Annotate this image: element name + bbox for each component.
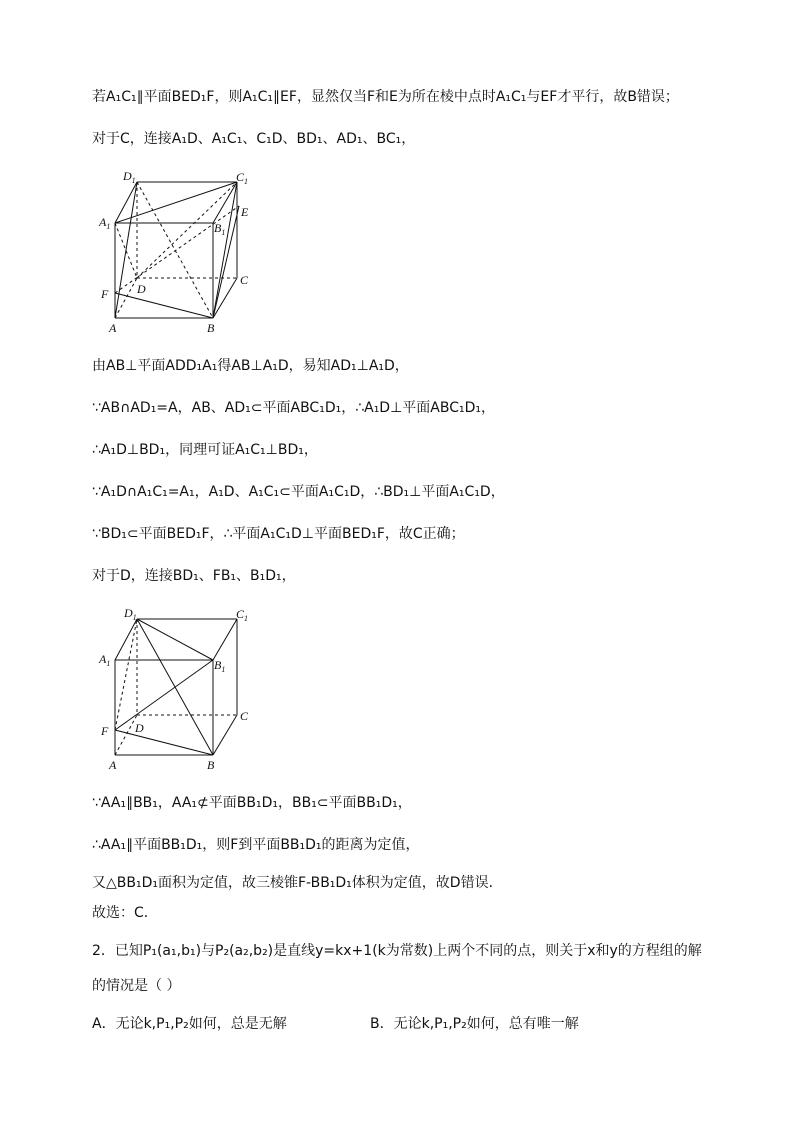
text-line-5: ∴A₁D⊥BD₁，同理可证A₁C₁⊥BD₁， <box>92 442 318 458</box>
label-D: D <box>137 282 146 296</box>
label-B1: $B_1$ <box>214 658 226 674</box>
cube-figure-1 <box>95 168 275 338</box>
text-line-2: 对于C，连接A₁D、A₁C₁、C₁D、BD₁、AD₁、BC₁， <box>92 131 416 147</box>
text-line-6: ∵A₁D∩A₁C₁=A₁，A₁D、A₁C₁⊂平面A₁C₁D，∴BD₁⊥平面A₁C₁D， <box>92 484 505 500</box>
text-line-1: 若A₁C₁∥平面BED₁F，则A₁C₁∥EF，显然仅当F和E为所在棱中点时A₁C₁与EF才平行，故B错误； <box>92 89 679 105</box>
label-D: D <box>135 721 144 735</box>
text-line-10: ∴AA₁∥平面BB₁D₁，则F到平面BB₁D₁的距离为定值， <box>92 837 420 853</box>
label-E: E <box>241 205 249 219</box>
cube-figure-2 <box>95 605 275 775</box>
question-2-stem: 2．已知P₁(a₁,b₁)与P₂(a₂,b₂)是直线y=kx+1(k为常数)上两个不同的点，则关于x和y的方程组的解 <box>92 943 702 959</box>
label-C: C <box>240 709 249 723</box>
text-line-7: ∵BD₁⊂平面BED₁F，∴平面A₁C₁D⊥平面BED₁F，故C正确； <box>92 526 465 542</box>
text-line-11: 又△BB₁D₁面积为定值，故三棱锥F-BB₁D₁体积为定值，故D错误． <box>92 875 503 891</box>
text-line-4: ∵AB∩AD₁=A，AB、AD₁⊂平面ABC₁D₁，∴A₁D⊥平面ABC₁D₁， <box>92 400 495 416</box>
option-a: A．无论k,P₁,P₂如何，总是无解 <box>92 1016 287 1032</box>
question-2-stem-cont: 的情况是（ ） <box>92 978 181 994</box>
label-D1: $D_1$ <box>123 169 136 185</box>
label-C: C <box>240 273 249 287</box>
text-line-12: 故选：C． <box>92 905 158 921</box>
label-A: A <box>109 758 117 772</box>
label-F: F <box>101 287 109 301</box>
label-A1: $A_1$ <box>99 215 111 231</box>
label-C1: $C_1$ <box>236 170 249 186</box>
label-B: B <box>207 321 215 335</box>
label-A: A <box>109 321 117 335</box>
text-line-8: 对于D，连接BD₁、FB₁、B₁D₁， <box>92 568 296 584</box>
label-B: B <box>207 758 215 772</box>
label-C1: $C_1$ <box>236 607 249 623</box>
text-line-9: ∵AA₁∥BB₁，AA₁⊄平面BB₁D₁，BB₁⊂平面BB₁D₁， <box>92 795 412 811</box>
label-D1: $D_1$ <box>124 606 137 622</box>
label-B1: $B_1$ <box>214 221 226 237</box>
label-A1: $A_1$ <box>99 652 111 668</box>
option-b: B．无论k,P₁,P₂如何，总有唯一解 <box>370 1016 579 1032</box>
label-F: F <box>101 724 109 738</box>
text-line-3: 由AB⊥平面ADD₁A₁得AB⊥A₁D，易知AD₁⊥A₁D， <box>92 358 409 374</box>
